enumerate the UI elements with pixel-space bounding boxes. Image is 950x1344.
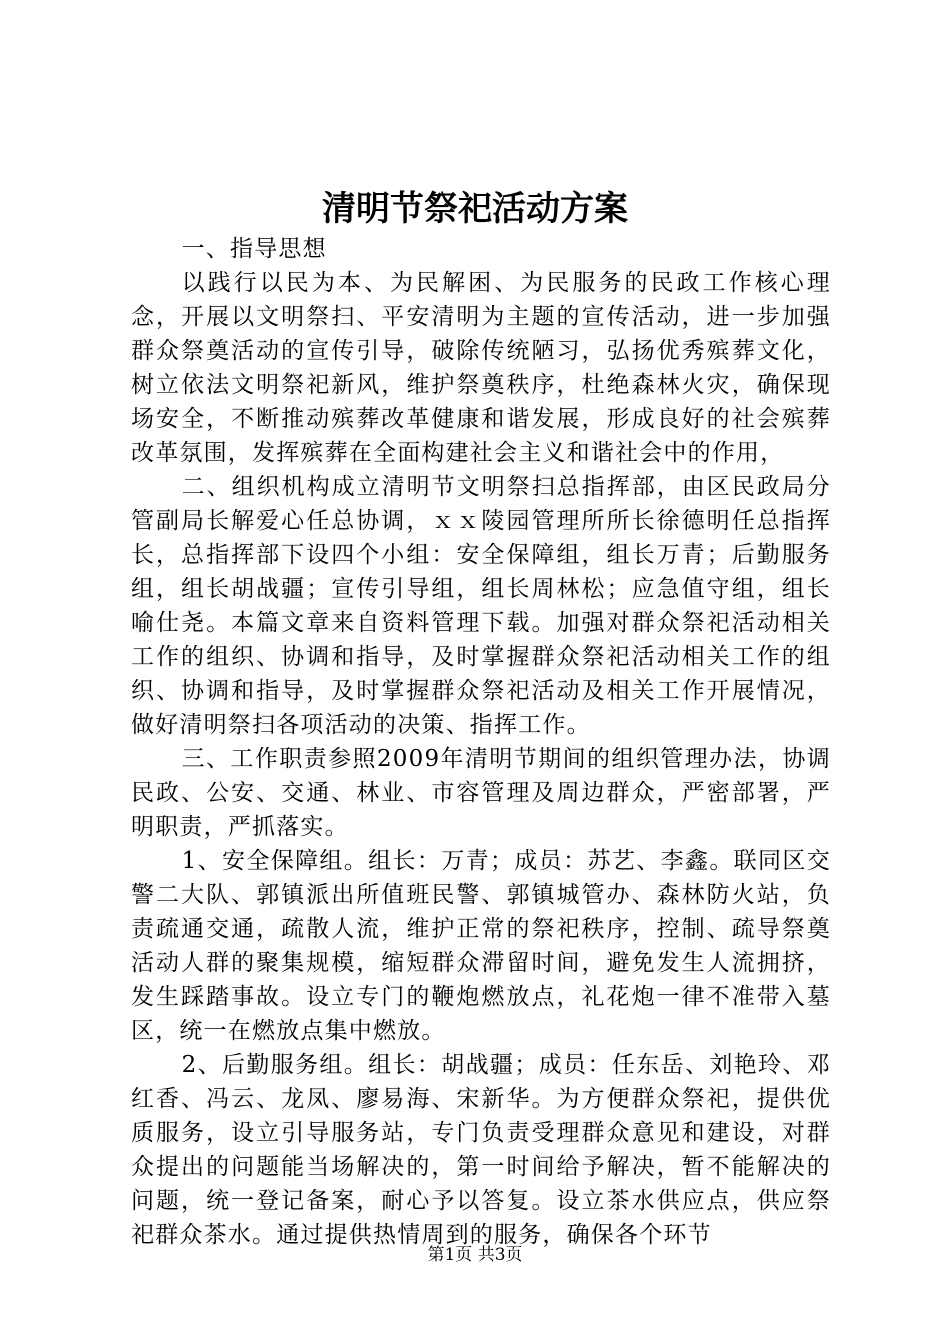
document-body: [131, 232, 831, 1252]
section-heading-guiding-ideology: 一、指导思想: [181, 236, 327, 262]
paragraph-organization: 二、组织机构成立清明节文明祭扫总指挥部，由区民政局分管副局长解爱心任总协调，ｘｘ陵园管理所所长徐德明任总指挥长，总指挥部下设四个小组：安全保障组，组长万青；后勤服务组，组长胡战疆；宣传引导组，组长周林松；应急值守组，组长喻仕尧。本篇文章来自资料管理下载。加强对群众祭祀活动相关工作的组织、协调和指导，及时掌握群众祭祀活动相关工作的组织、协调和指导，及时掌握群众祭祀活动及相关工作开展情况，做好清明祭扫各项活动的决策、指挥工作。: [131, 474, 831, 738]
paragraph-responsibilities: 三、工作职责参照2009年清明节期间的组织管理办法，协调民政、公安、交通、林业、市容管理及周边群众，严密部署，严明职责，严抓落实。: [131, 746, 831, 840]
document-title: 清明节祭祀活动方案: [322, 189, 628, 229]
page-footer: 第1页 共3页: [427, 1245, 523, 1265]
paragraph-security-group: 1、安全保障组。组长：万青；成员：苏艺、李鑫。联同区交警二大队、郭镇派出所值班民警、郭镇城管办、森林防火站，负责疏通交通，疏散人流，维护正常的祭祀秩序，控制、疏导祭奠活动人群的聚集规模，缩短群众滞留时间，避免发生人流拥挤，发生踩踏事故。设立专门的鞭炮燃放点，礼花炮一律不准带入墓区，统一在燃放点集中燃放。: [131, 848, 831, 1044]
paragraph-guiding-ideology: 以践行以民为本、为民解困、为民服务的民政工作核心理念，开展以文明祭扫、平安清明为主题的宣传活动，进一步加强群众祭奠活动的宣传引导，破除传统陋习，弘扬优秀殡葬文化，树立依法文明祭祀新风，维护祭奠秩序，杜绝森林火灾，确保现场安全，不断推动殡葬改革健康和谐发展，形成良好的社会殡葬改革氛围，发挥殡葬在全面构建社会主义和谐社会中的作用，: [131, 270, 831, 466]
paragraph-logistics-group: 2、后勤服务组。组长：胡战疆；成员：任东岳、刘艳玲、邓红香、冯云、龙凤、廖易海、宋新华。为方便群众祭祀，提供优质服务，设立引导服务站，专门负责受理群众意见和建设，对群众提出的问题能当场解决的，第一时间给予解决，暂不能解决的问题，统一登记备案，耐心予以答复。设立茶水供应点，供应祭祀群众茶水。通过提供热情周到的服务，确保各个环节: [131, 1052, 831, 1248]
